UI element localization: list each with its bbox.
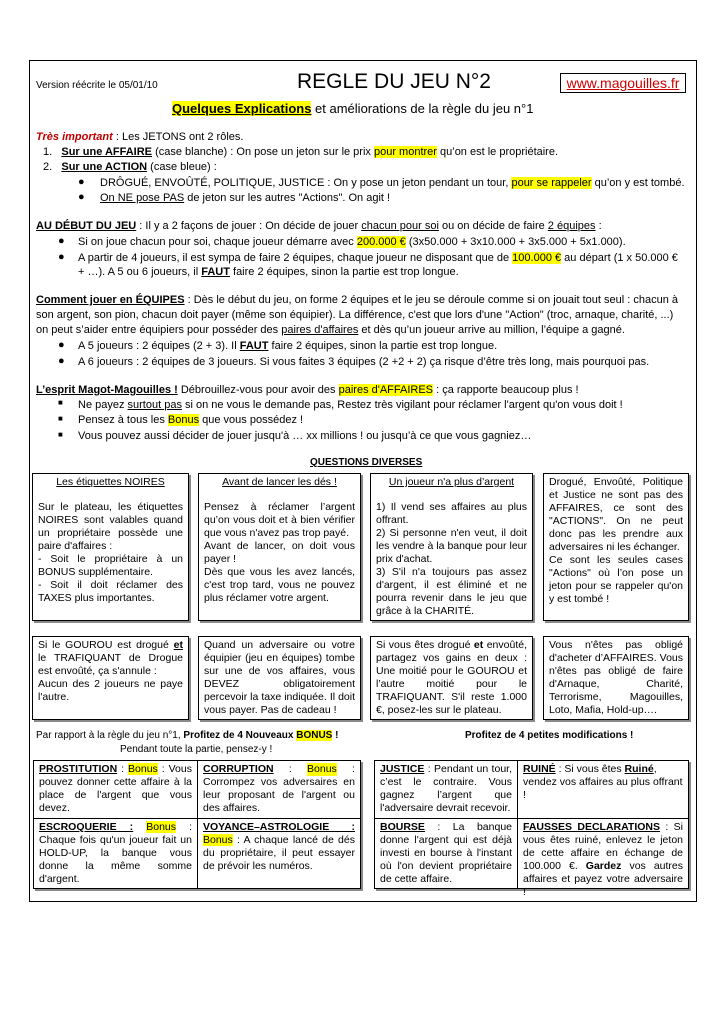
section-underline: 2 équipes: [547, 220, 596, 232]
bonus-label: VOYANCE–ASTROLOGIE :: [203, 821, 355, 833]
bullet-text: faire 2 équipes, sinon la partie est trop longue.: [268, 340, 498, 352]
sub-text: de jeton sur les autres "Actions". On agit !: [184, 192, 391, 204]
modif-underline: Ruiné: [624, 763, 654, 775]
bullet-icon: ●: [58, 339, 65, 351]
sub-text: DRÔGUÉ, ENVOÛTÉ, POLITIQUE, JUSTICE : On y pose un jeton pendant un tour,: [100, 177, 512, 189]
debut-bullet-2-cont: [78, 265, 459, 279]
questions-title: QUESTIONS DIVERSES: [310, 457, 423, 468]
bullet-icon: ●: [78, 176, 85, 188]
section-text: Débrouillez-vous pour avoir des: [177, 384, 339, 396]
question-box-etiquettes: [32, 473, 189, 621]
question-box-des: [198, 473, 361, 621]
section-text: ou on décide de faire: [438, 220, 548, 232]
box-text: Drogué, Envoûté, Politique et Justice ne sont pas des AFFAIRES, ce sont des "ACTIONS". On ne peut donc pas les prendre aux adversaires ni les échanger. Ce sont les seules cases "Actions" où l’on pose un jeton pour se rappeler qu'on y est tombé !: [549, 476, 683, 605]
section-underline: paires d'affaires: [281, 324, 359, 336]
question-box-partage: [370, 636, 533, 720]
bonus-voyance: [198, 819, 360, 888]
section-text: : Dès le début du jeu, on forme 2 équipes et le jeu se déroule comme si on jouait tout seul : chacun à: [184, 294, 678, 306]
bonus-label: ESCROQUERIE :: [39, 821, 134, 833]
debut-line: [36, 219, 602, 233]
bonus-header-text: Par rapport à la règle du jeu n°1,: [36, 730, 184, 741]
bullet-highlight: 100.000 €: [512, 252, 562, 264]
question-box-obligations: [543, 636, 689, 720]
bonus-corruption: CORRUPTION : Bonus : Corrompez vos adversaires en leur proposant de l'argent ou des affaires.: [203, 763, 355, 814]
box-text: Vous n'êtes pas obligé d'acheter d’AFFAIRES. Vous n'êtes pas obligé de faire d'Arnaque, Charité, Terrorisme, Magouilles, Loto, Mafia, Hold-up….: [549, 639, 683, 716]
section-label: L’esprit Magot-Magouilles !: [36, 384, 178, 396]
bullet-icon: ●: [58, 235, 65, 247]
bonus-highlight: Bonus: [203, 834, 233, 846]
box-text: Si le GOUROU est drogué: [38, 639, 174, 651]
item-number: 2.: [43, 161, 53, 173]
section-highlight: paires d'AFFAIRES: [338, 384, 434, 396]
bonus-text: : A chaque lancé de dés du propriétaire, il peut essayer de prévoir les numéros.: [203, 834, 355, 872]
item-text: (case bleue) :: [147, 161, 217, 173]
important-text: : Les JETONS ont 2 rôles.: [112, 131, 244, 143]
modif-text: : Pendant un tour, c’est le contraire. Vous gagnez l’argent que l'adversaire devrait recevoir.: [380, 763, 512, 814]
bonus-prostitution: [34, 761, 197, 818]
sub-text: qu’on y est tombé.: [591, 177, 685, 189]
bonus-label: PROSTITUTION: [39, 763, 118, 775]
bonus-label: CORRUPTION: [203, 763, 274, 775]
box-emphasis: et: [473, 639, 484, 651]
esprit-bullet-1: [78, 398, 623, 412]
bullet-icon: ●: [78, 191, 85, 203]
section-text: : Il y a 2 façons de jouer : On décide de jouer: [136, 220, 362, 232]
item-label: Sur une AFFAIRE: [61, 146, 153, 158]
item-text: (case blanche) : On pose un jeton sur le prix: [152, 146, 374, 158]
bonus-header-bold: !: [332, 730, 339, 741]
section-text: :: [595, 220, 602, 232]
bonus-header-highlight: BONUS: [296, 730, 333, 741]
modif-bourse: [375, 819, 517, 888]
esprit-line: [36, 383, 579, 397]
important-label: Très important: [36, 131, 113, 143]
section-label: Comment jouer en ÉQUIPES: [36, 294, 185, 306]
bullet-text: Ne payez: [78, 399, 128, 411]
debut-bullet-1: [78, 235, 626, 249]
intro-sub-1: [100, 176, 685, 190]
box-text: envoûté, partagez vos gains en deux : Une moitié pour le GOUROU et l’autre moitié pour le TRAFIQUANT. S'il reste 1.000 €, posez-les sur le plateau.: [376, 639, 527, 716]
modif-label: JUSTICE: [380, 763, 425, 775]
modif-text: vos autres affaires et payez votre adversaire !: [523, 860, 684, 898]
square-bullet-icon: ■: [58, 414, 63, 423]
bullet-underline: surtout pas: [127, 399, 182, 411]
website-link[interactable]: www.magouilles.fr: [566, 75, 680, 91]
subtitle-bold: Quelques Explications: [172, 101, 312, 116]
sub-underline: On NE pose PAS: [100, 192, 185, 204]
item-label: Sur une ACTION: [61, 161, 148, 173]
question-box-gourou: [32, 636, 189, 720]
equipes-line-2: son argent, son pion, chacun doit payer (même son équipier). La différence, c'est que lors d'une "Action" (troc, arnaque, charité, ...): [36, 309, 674, 321]
bonus-highlight: Bonus: [146, 821, 177, 833]
subtitle: [172, 101, 533, 116]
square-bullet-icon: ■: [58, 430, 63, 439]
bonus-header-right: Profitez de 4 petites modifications !: [465, 730, 634, 741]
modif-justice: [375, 761, 517, 818]
box-text: 1) Il vend ses affaires au plus offrant. 2) Si personne n'en veut, il doit les vendre à la banque pour leur prix d'achat. 3) S'il n'a toujours pas assez d'argent, il est éliminé et ne pourra revenir dans le jeu que grâce à la CHARITÉ.: [376, 501, 527, 617]
modif-label: BOURSE: [380, 821, 425, 833]
bonus-header-left-2: Pendant toute la partie, pensez-y !: [120, 744, 273, 755]
box-title: Les étiquettes NOIRES: [56, 476, 165, 488]
modif-label: FAUSSES DECLARATIONS: [523, 821, 661, 833]
debut-bullet-2: [78, 251, 678, 265]
equipes-bullet-1: [78, 339, 497, 353]
intro-sub-2: [100, 191, 390, 205]
modif-ruine: [518, 761, 688, 818]
modif-bold: Gardez: [585, 860, 622, 872]
box-title: Avant de lancer les dés !: [222, 476, 337, 488]
version-note: Version réécrite le 05/01/10: [36, 80, 158, 91]
bullet-icon: ●: [58, 251, 65, 263]
esprit-bullet-2: [78, 413, 303, 427]
bullet-highlight: Bonus: [167, 414, 200, 426]
important-line: [36, 130, 243, 144]
website-box: [560, 73, 686, 93]
page-title: REGLE DU JEU N°2: [297, 70, 491, 93]
bonus-highlight: Bonus: [307, 763, 337, 775]
modif-text: : Si vous êtes: [555, 763, 625, 775]
bullet-highlight: 200.000 €: [356, 236, 406, 248]
bonus-escroquerie: [34, 819, 197, 888]
esprit-bullet-3: Vous pouvez aussi décider de jouer jusqu'à … xx millions ! ou jusqu’à ce que vous gagniez…: [78, 430, 532, 442]
bullet-text: que vous possédez !: [199, 414, 304, 426]
bonus-sep: :: [117, 763, 129, 775]
box-text: Pensez à réclamer l’argent qu’on vous doit et à bien vérifier que vous n'avez pas trop payé. Avant de lancer, on doit vous payer ! Dès que vous les avez lancés, c'est trop tard, vous ne pouvez plus réclamer votre argent.: [204, 501, 355, 604]
question-box-taxe: [198, 636, 361, 720]
equipes-line-3: [36, 323, 625, 337]
intro-item-2: [43, 160, 217, 174]
equipes-line-1: [36, 293, 678, 307]
bullet-text: au départ (1 x 50.000 €: [561, 252, 678, 264]
bullet-text: + …). A 5 ou 6 joueurs, il: [78, 266, 202, 278]
box-text: Quand un adversaire ou votre équipier (jeu en équipes) tombe sur une de vos affaires, vous DEVEZ obligatoirement percevoir la taxe indiquée. Il doit vous payer. Pas de cadeau !: [204, 639, 355, 716]
bonus-text: Corrompez vos adversaires en leur proposant de l'argent ou des affaires.: [203, 776, 355, 814]
section-text: on peut s’aider entre équipiers pour posséder des: [36, 324, 282, 336]
question-box-argent: [370, 473, 533, 621]
modif-fausses-declarations: [518, 819, 688, 898]
bullet-text: Pensez à tous les: [78, 414, 168, 426]
bonus-text: : Chaque fois qu'un joueur fait un HOLD-UP, la banque vous donne la même somme d'argent.: [39, 821, 192, 885]
bullet-text: Si on joue chacun pour soi, chaque joueur démarre avec: [78, 236, 357, 248]
box-title: Un joueur n'a plus d’argent: [388, 476, 515, 488]
intro-item-1: [43, 145, 558, 159]
bonus-highlight: Bonus: [128, 763, 158, 775]
modif-label: RUINÉ: [523, 763, 556, 775]
item-highlight: pour montrer: [373, 146, 437, 158]
box-text: le TRAFIQUANT de Drogue est envoûté, ça s'annule : Aucun des 2 joueurs ne paye l'autre.: [38, 652, 183, 703]
bullet-underline: FAUT: [201, 266, 230, 278]
subtitle-rest: et améliorations de la règle du jeu n°1: [311, 101, 534, 116]
section-label: AU DÉBUT DU JEU: [36, 220, 137, 232]
modif-text: : Si vous êtes ruiné, enlevez le jeton de cette affaire en échange de 100.000 €.: [523, 821, 683, 872]
question-box-actions: [543, 473, 689, 621]
equipes-bullet-2: A 6 joueurs : 2 équipes de 3 joueurs. Si vous faites 3 équipes (2 +2 + 2) ça risque d’être très long, mais pourquoi pas.: [78, 356, 650, 368]
bullet-underline: FAUT: [239, 340, 269, 352]
bullet-text: A partir de 4 joueurs, il est sympa de faire 2 équipes, chaque joueur ne disposant que de: [78, 252, 513, 264]
bullet-text: A 5 joueurs : 2 équipes (2 + 3). Il: [78, 340, 240, 352]
sub-highlight: pour se rappeler: [511, 177, 592, 189]
section-text: : ça rapporte beaucoup plus !: [433, 384, 579, 396]
bonus-header-bold: Profitez de 4 Nouveaux: [183, 730, 297, 741]
bullet-text: (3x50.000 + 3x10.000 + 3x5.000 + 5x1.000).: [405, 236, 626, 248]
bonus-header-left: [36, 729, 338, 743]
modif-text: , vendez vos affaires au plus offrant !: [523, 763, 683, 801]
item-number: 1.: [43, 146, 53, 158]
box-text: Sur le plateau, les étiquettes NOIRES sont valables quand un propriétaire possède une paire d'affaires : - Soit le propriétaire à un BONUS supplémentaire. - Soit il doit réclamer des TAXES plus importantes.: [38, 501, 183, 604]
bullet-icon: ●: [58, 355, 65, 367]
bonus-text: : Vous pouvez donner cette affaire à la place de l'argent que vous devez.: [39, 763, 192, 814]
bullet-text: si on ne vous le demande pas, Restez très vigilant pour réclamer l'argent qu'on vous doit !: [181, 399, 623, 411]
section-underline: chacun pour soi: [361, 220, 439, 232]
square-bullet-icon: ■: [58, 398, 63, 407]
box-emphasis: et: [173, 639, 183, 651]
bullet-text: faire 2 équipes, sinon la partie est trop longue.: [229, 266, 459, 278]
section-text: et dès qu’un joueur arrive au million, l’équipe a gagné.: [358, 324, 625, 336]
box-text: Si vous êtes drogué: [376, 639, 474, 651]
modif-text: : La banque donne l'argent qui est déjà investi en bourse à l'instant où l'on devient propriétaire de cette affaire.: [380, 821, 512, 885]
item-text: qu’on est le propriétaire.: [436, 146, 559, 158]
